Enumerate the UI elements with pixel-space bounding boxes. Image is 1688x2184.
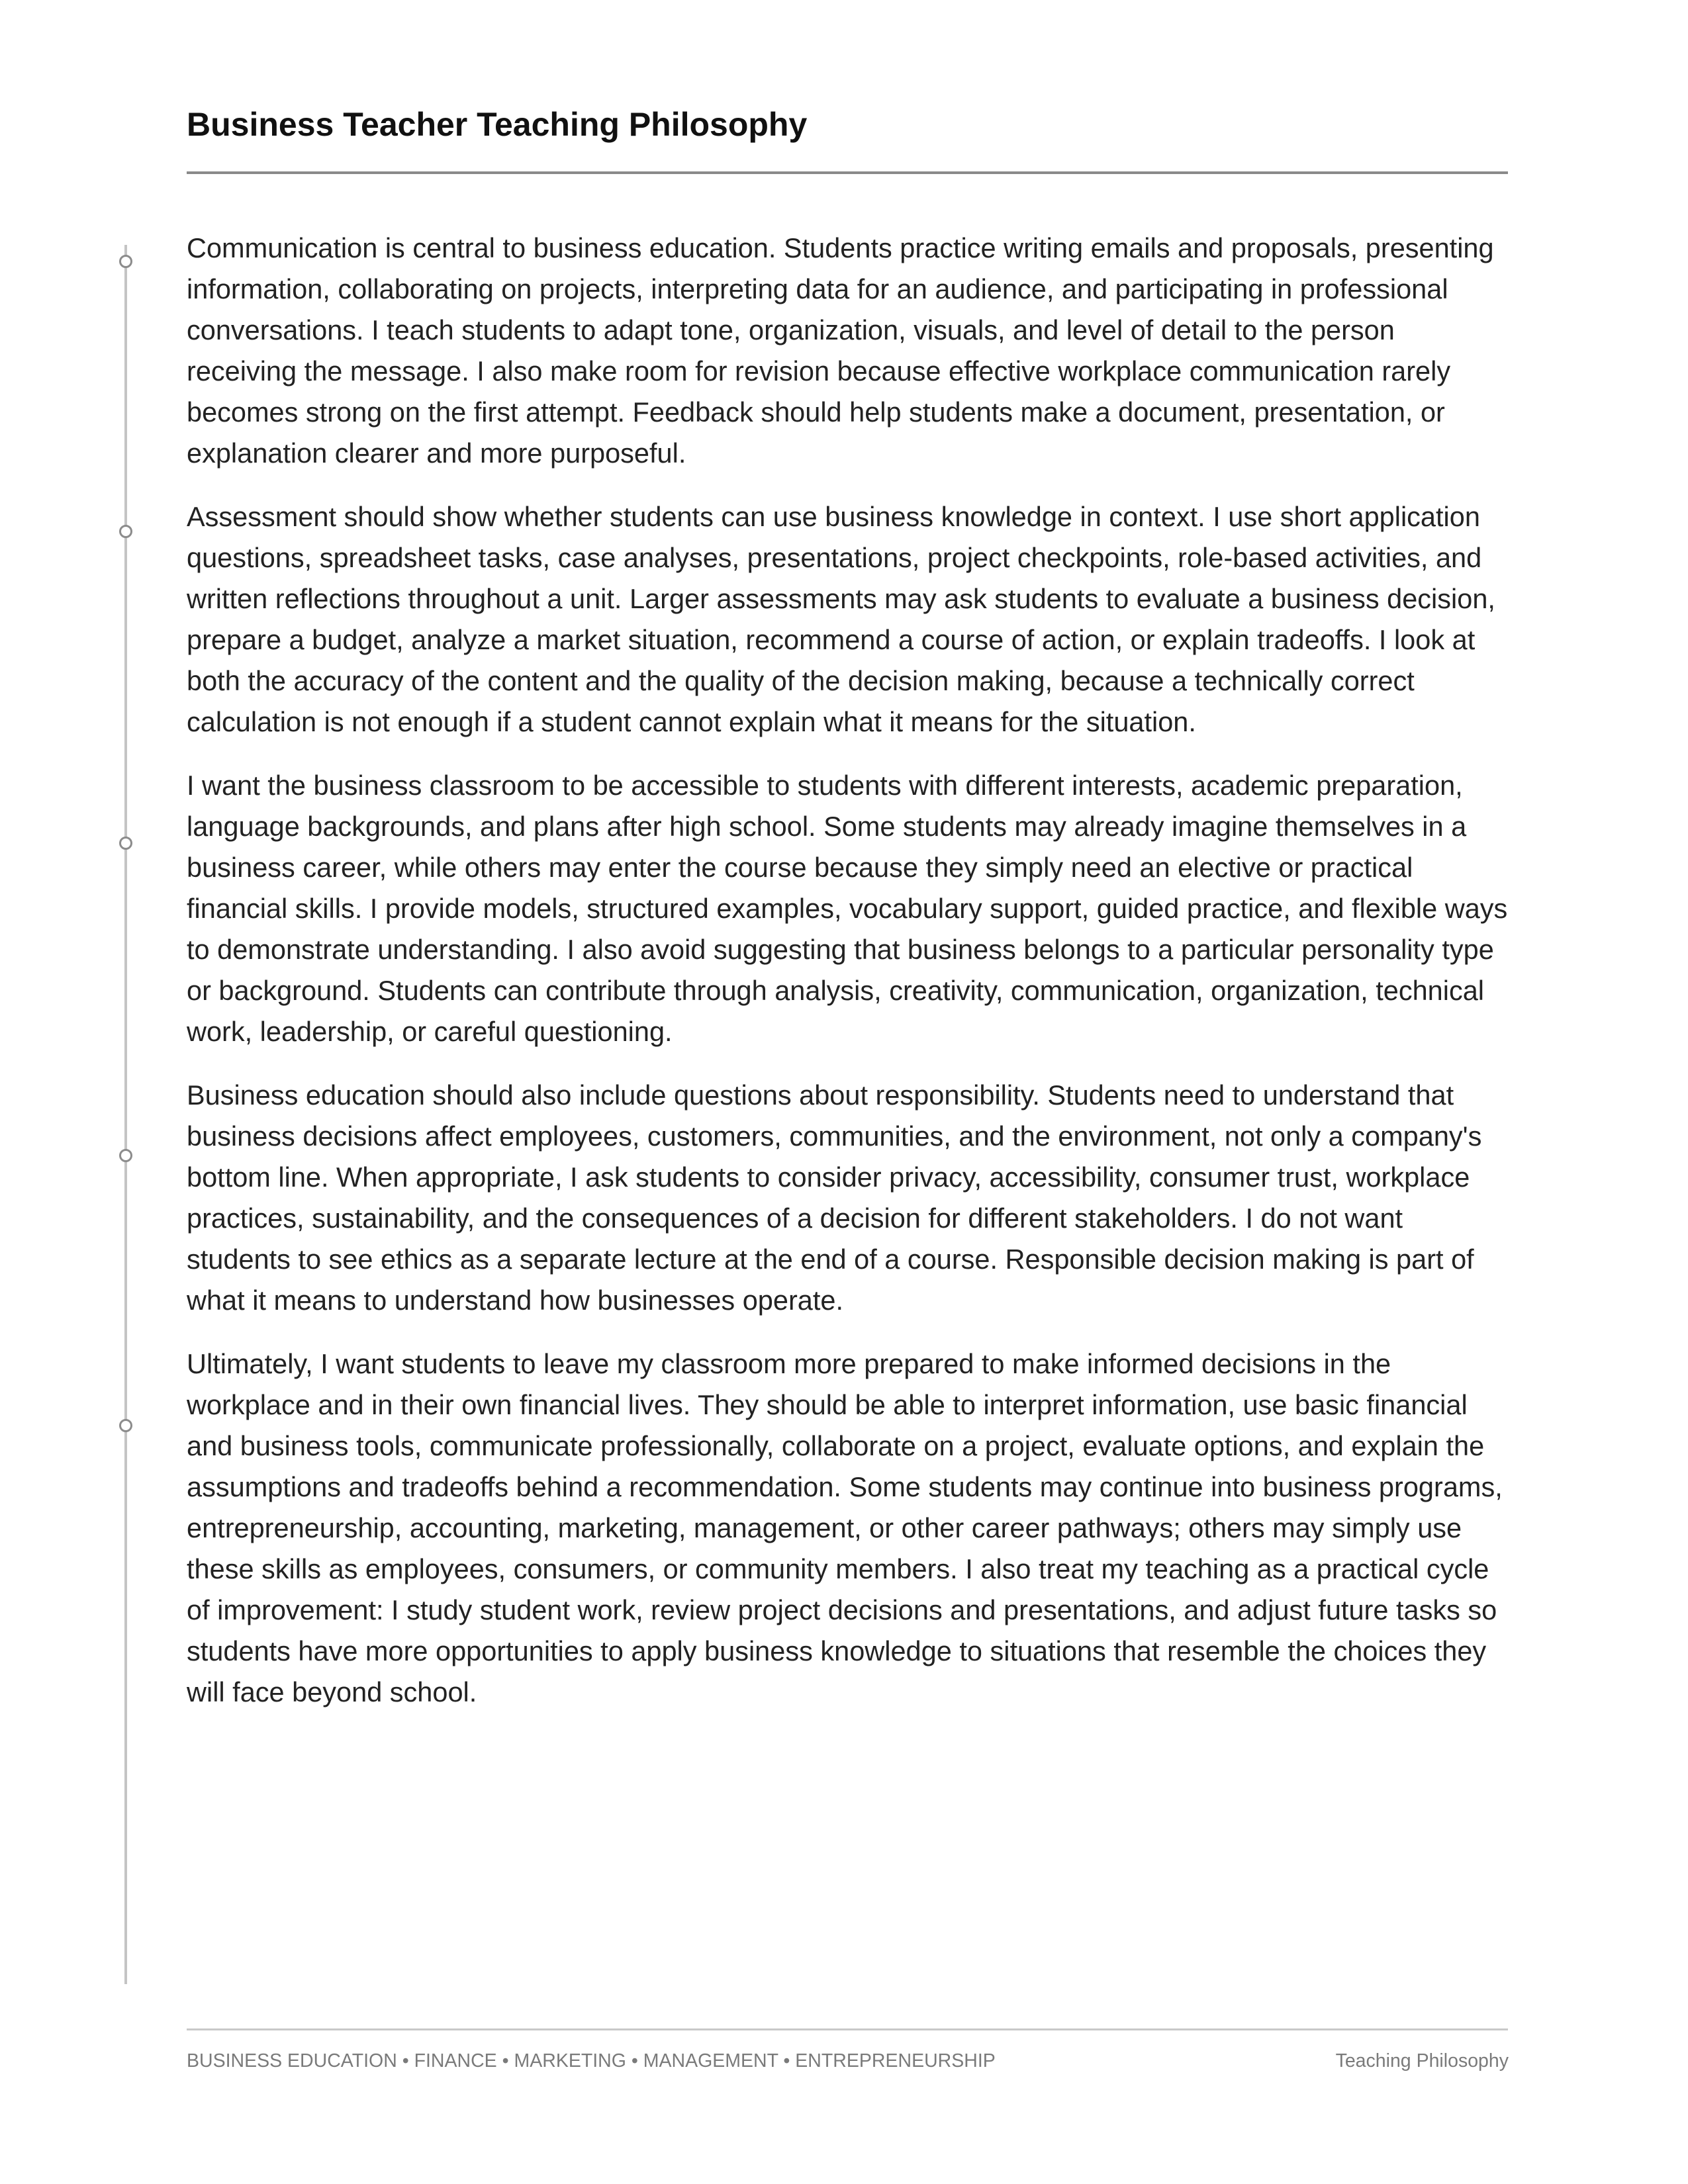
title-divider	[187, 171, 1508, 174]
page-title: Business Teacher Teaching Philosophy	[187, 106, 808, 143]
timeline-node	[119, 1419, 132, 1432]
footer-subjects: BUSINESS EDUCATION • FINANCE • MARKETING • MANAGEMENT • ENTREPRENEURSHIP	[187, 2050, 996, 2071]
paragraph-responsibility: Business education should also include questions about responsibility. Students need to understand that business decisions affect employees, customers, communities, and the environment, not only a company's bottom line. When appropriate, I ask students to consider privacy, accessibility, consumer trust, workplace practices, sustainability, and the consequences of a decision for different stakeholders. I do not want students to see ethics as a separate lecture at the end of a course. Responsible decision making is part of what it means to understand how businesses operate.	[187, 1079, 1482, 1316]
paragraph-accessibility: I want the business classroom to be accessible to students with different interests, academic preparation, language backgrounds, and plans after high school. Some students may already imagine themselves in a business career, while others may enter the course because they simply need an elective or practical financial skills. I provide models, structured examples, vocabulary support, guided practice, and flexible ways to demonstrate understanding. I also avoid suggesting that business belongs to a particular personality type or background. Students can contribute through analysis, creativity, communication, organization, technical work, leadership, or careful questioning.	[187, 770, 1508, 1047]
paragraph-assessment: Assessment should show whether students can use business knowledge in context. I use short application questions, spreadsheet tasks, case analyses, presentations, project checkpoints, role-based activities, and written reflections throughout a unit. Larger assessments may ask students to evaluate a business decision, prepare a budget, analyze a market situation, recommend a course of action, or explain tradeoffs. I look at both the accuracy of the content and the quality of the decision making, because a technically correct calculation is not enough if a student cannot explain what it means for the situation.	[187, 501, 1495, 737]
timeline-node	[119, 525, 132, 538]
timeline-node	[119, 837, 132, 850]
timeline-node	[119, 255, 132, 268]
timeline-line	[124, 245, 127, 1984]
paragraph-conclusion: Ultimately, I want students to leave my classroom more prepared to make informed decisions in the workplace and in their own financial lives. They should be able to interpret information, use basic financial and business tools, communicate professionally, collaborate on a project, evaluate options, and explain the assumptions and tradeoffs behind a recommendation. Some students may continue into business programs, entrepreneurship, accounting, marketing, management, or other career pathways; others may simply use these skills as employees, consumers, or community members. I also treat my teaching as a practical cycle of improvement: I study student work, review project decisions and presentations, and adjust future tasks so students have more opportunities to apply business knowledge to situations that resemble the choices they will face beyond school.	[187, 1348, 1503, 1707]
paragraph-communication: Communication is central to business education. Students practice writing emails and proposals, presenting information, collaborating on projects, interpreting data for an audience, and participating in professional conversations. I teach students to adapt tone, organization, visuals, and level of detail to the person receiving the message. I also make room for revision because effective workplace communication rarely becomes strong on the first attempt. Feedback should help students make a document, presentation, or explanation clearer and more purposeful.	[187, 232, 1494, 469]
footer-doc-label: Teaching Philosophy	[1335, 2050, 1509, 2071]
body-text	[187, 228, 1511, 1735]
footer-divider	[187, 2028, 1508, 2030]
timeline-node	[119, 1149, 132, 1162]
